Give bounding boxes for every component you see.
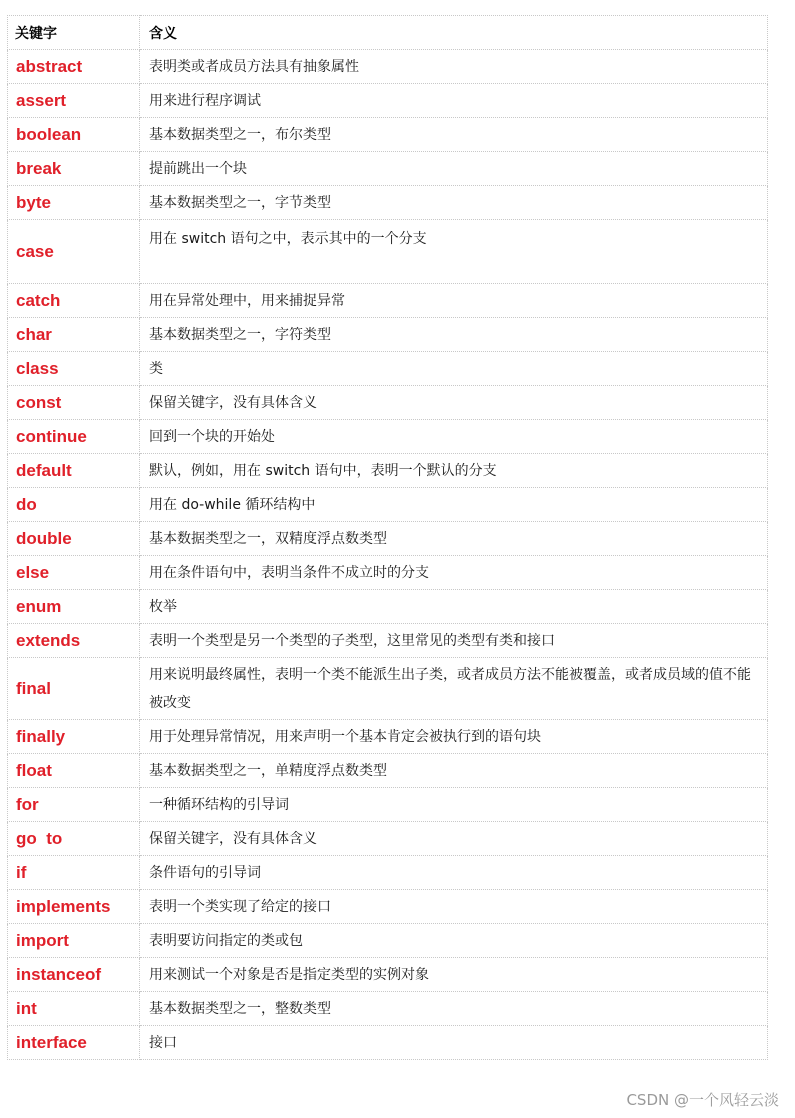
keyword-cell: interface — [8, 1026, 140, 1060]
keyword-cell: class — [8, 352, 140, 386]
table-row — [8, 454, 768, 488]
csdn-watermark: CSDN @一个风轻云淡 — [626, 1091, 779, 1109]
table-row — [8, 890, 768, 924]
meaning-cell: 保留关键字，没有具体含义 — [140, 386, 768, 420]
keyword-cell: for — [8, 788, 140, 822]
table-row — [8, 386, 768, 420]
header-meaning: 含义 — [140, 16, 768, 50]
table-row — [8, 186, 768, 220]
table-row — [8, 924, 768, 958]
table-header-row — [8, 16, 768, 50]
table-row — [8, 720, 768, 754]
keyword-cell: boolean — [8, 118, 140, 152]
meaning-cell: 回到一个块的开始处 — [140, 420, 768, 454]
keyword-cell: break — [8, 152, 140, 186]
header-keyword: 关键字 — [8, 16, 140, 50]
meaning-cell: 用在 switch 语句之中，表示其中的一个分支 — [140, 220, 768, 284]
table-row — [8, 352, 768, 386]
table-row — [8, 420, 768, 454]
table-row — [8, 220, 768, 284]
meaning-cell: 表明类或者成员方法具有抽象属性 — [140, 50, 768, 84]
meaning-cell: 用在 do-while 循环结构中 — [140, 488, 768, 522]
table-row — [8, 856, 768, 890]
keyword-cell: import — [8, 924, 140, 958]
meaning-cell: 基本数据类型之一，整数类型 — [140, 992, 768, 1026]
keyword-cell: instanceof — [8, 958, 140, 992]
meaning-cell: 一种循环结构的引导词 — [140, 788, 768, 822]
table-row — [8, 84, 768, 118]
meaning-cell: 保留关键字，没有具体含义 — [140, 822, 768, 856]
keyword-cell: abstract — [8, 50, 140, 84]
table-row — [8, 318, 768, 352]
table-row — [8, 488, 768, 522]
keyword-cell: finally — [8, 720, 140, 754]
meaning-cell: 默认，例如，用在 switch 语句中，表明一个默认的分支 — [140, 454, 768, 488]
table-row — [8, 152, 768, 186]
meaning-cell: 基本数据类型之一，双精度浮点数类型 — [140, 522, 768, 556]
meaning-cell: 表明一个类实现了给定的接口 — [140, 890, 768, 924]
meaning-cell: 用来进行程序调试 — [140, 84, 768, 118]
meaning-cell: 基本数据类型之一，字节类型 — [140, 186, 768, 220]
keyword-cell: go to — [8, 822, 140, 856]
keyword-cell: default — [8, 454, 140, 488]
table-row — [8, 992, 768, 1026]
keyword-cell: extends — [8, 624, 140, 658]
table-row — [8, 822, 768, 856]
meaning-cell: 用在异常处理中，用来捕捉异常 — [140, 284, 768, 318]
keyword-cell: byte — [8, 186, 140, 220]
keyword-cell: if — [8, 856, 140, 890]
meaning-cell: 表明一个类型是另一个类型的子类型，这里常见的类型有类和接口 — [140, 624, 768, 658]
meaning-cell: 用来说明最终属性，表明一个类不能派生出子类，或者成员方法不能被覆盖，或者成员域的值不能被改变 — [140, 658, 768, 720]
meaning-cell: 提前跳出一个块 — [140, 152, 768, 186]
table-row — [8, 50, 768, 84]
keyword-cell: char — [8, 318, 140, 352]
meaning-cell: 类 — [140, 352, 768, 386]
keyword-cell: continue — [8, 420, 140, 454]
keyword-cell: assert — [8, 84, 140, 118]
meaning-cell: 基本数据类型之一，字符类型 — [140, 318, 768, 352]
table-row — [8, 522, 768, 556]
meaning-cell: 条件语句的引导词 — [140, 856, 768, 890]
table-row — [8, 958, 768, 992]
table-row — [8, 658, 768, 720]
keyword-cell: int — [8, 992, 140, 1026]
meaning-cell: 用于处理异常情况，用来声明一个基本肯定会被执行到的语句块 — [140, 720, 768, 754]
keyword-cell: enum — [8, 590, 140, 624]
keyword-table — [7, 15, 768, 1060]
meaning-cell: 接口 — [140, 1026, 768, 1060]
table-row — [8, 556, 768, 590]
keyword-cell: const — [8, 386, 140, 420]
table-row — [8, 1026, 768, 1060]
keyword-cell: float — [8, 754, 140, 788]
meaning-cell: 基本数据类型之一，单精度浮点数类型 — [140, 754, 768, 788]
meaning-cell: 枚举 — [140, 590, 768, 624]
keyword-cell: final — [8, 658, 140, 720]
keyword-cell: do — [8, 488, 140, 522]
meaning-cell: 用在条件语句中，表明当条件不成立时的分支 — [140, 556, 768, 590]
keyword-cell: else — [8, 556, 140, 590]
table-row — [8, 590, 768, 624]
table-row — [8, 284, 768, 318]
meaning-cell: 基本数据类型之一，布尔类型 — [140, 118, 768, 152]
keyword-cell: implements — [8, 890, 140, 924]
table-row — [8, 754, 768, 788]
table-row — [8, 624, 768, 658]
meaning-cell: 用来测试一个对象是否是指定类型的实例对象 — [140, 958, 768, 992]
table-row — [8, 788, 768, 822]
keyword-cell: case — [8, 220, 140, 284]
keyword-cell: catch — [8, 284, 140, 318]
keyword-cell: double — [8, 522, 140, 556]
meaning-cell: 表明要访问指定的类或包 — [140, 924, 768, 958]
table-row — [8, 118, 768, 152]
